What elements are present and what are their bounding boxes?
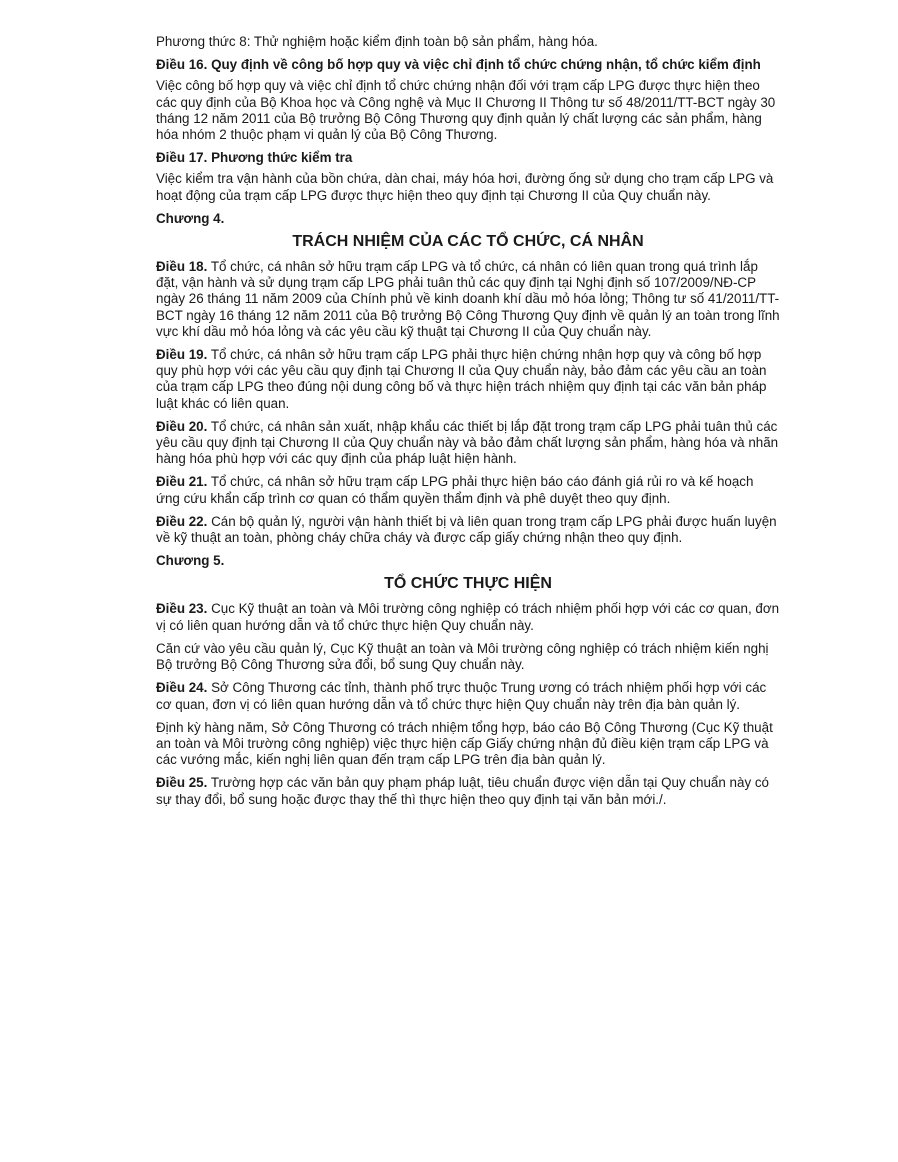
article-21-body: Tổ chức, cá nhân sở hữu trạm cấp LPG phải thực hiện báo cáo đánh giá rủi ro và kế hoạch ứng cứu khẩn cấp trình cơ quan có thẩm quyền thẩm định và phê duyệt theo quy định. bbox=[156, 474, 754, 506]
article-17-heading: Điều 17. Phương thức kiểm tra bbox=[156, 150, 353, 166]
article-17-body: Việc kiểm tra vận hành của bồn chứa, dàn chai, máy hóa hơi, đường ống sử dụng cho trạm cấp LPG và hoạt động của trạm cấp LPG được thực hiện theo quy định tại Chương II của Quy chuẩn này. bbox=[156, 171, 774, 203]
chapter-4-label: Chương 4. bbox=[156, 210, 225, 226]
article-20-body: Tổ chức, cá nhân sản xuất, nhập khẩu các thiết bị lắp đặt trong trạm cấp LPG phải tuân thủ các yêu cầu quy định tại Chương II của Quy chuẩn này và bảo đảm chất lượng sản phẩm, hàng hóa và nhãn hàng hóa phù hợp với các quy định của pháp luật hiện hành. bbox=[156, 418, 779, 467]
article-19-label: Điều 19. bbox=[156, 347, 208, 363]
article-19 bbox=[156, 347, 780, 412]
article-16-heading: Điều 16. Quy định về công bố hợp quy và việc chỉ định tổ chức chứng nhận, tổ chức kiểm định bbox=[156, 57, 761, 73]
article-25-label: Điều 25. bbox=[156, 775, 208, 791]
chapter-4-title: TRÁCH NHIỆM CỦA CÁC TỔ CHỨC, CÁ NHÂN bbox=[292, 233, 644, 251]
article-18 bbox=[156, 259, 780, 340]
article-23-body: Cục Kỹ thuật an toàn và Môi trường công nghiệp có trách nhiệm phối hợp với các cơ quan, đơn vị có liên quan hướng dẫn và tổ chức thực hiện Quy chuẩn này. bbox=[156, 601, 780, 633]
article-24-label: Điều 24. bbox=[156, 680, 208, 696]
article-20-label: Điều 20. bbox=[156, 418, 208, 434]
document-page bbox=[156, 34, 780, 815]
article-19-body: Tổ chức, cá nhân sở hữu trạm cấp LPG phải thực hiện chứng nhận hợp quy và công bố hợp quy phù hợp với các yêu cầu quy định tại Chương II của Quy chuẩn này, bảo đảm các yêu cầu an toàn của trạm cấp LPG theo đúng nội dung công bố và thực hiện trách nhiệm quy định tại các văn bản pháp luật khác có liên quan. bbox=[156, 347, 767, 411]
article-23-label: Điều 23. bbox=[156, 601, 208, 617]
article-25 bbox=[156, 775, 780, 807]
article-18-body: Tổ chức, cá nhân sở hữu trạm cấp LPG và tổ chức, cá nhân có liên quan trong quá trình lắp đặt, vận hành và sử dụng trạm cấp LPG phải tuân thủ các quy định tại Nghị định số 107/2009/NĐ-CP ngày 26 tháng 11 năm 2009 của Chính phủ về kinh doanh khí dầu mỏ hóa lỏng; Thông tư số 41/2011/TT-BCT ngày 16 tháng 12 năm 2011 của Bộ trưởng Bộ Công Thương Quy định về quản lý an toàn trong lĩnh vực khí dầu mỏ hóa lỏng và các yêu cầu kỹ thuật tại Chương II của Quy chuẩn này. bbox=[156, 259, 780, 339]
method-8-paragraph: Phương thức 8: Thử nghiệm hoặc kiểm định toàn bộ sản phẩm, hàng hóa. bbox=[156, 34, 598, 49]
article-16-body: Việc công bố hợp quy và việc chỉ định tổ chức chứng nhận đối với trạm cấp LPG được thực hiện theo các quy định của Bộ Khoa học và Công nghệ và Mục II Chương II Thông tư số 48/2011/TT-BCT ngày 30 tháng 12 năm 2011 của Bộ trưởng Bộ Công Thương quy định quản lý chất lượng các sản phẩm, hàng hóa nhóm 2 thuộc phạm vi quản lý của Bộ Công Thương. bbox=[156, 78, 776, 143]
article-22 bbox=[156, 514, 780, 546]
chapter-5-title: TỔ CHỨC THỰC HIỆN bbox=[384, 575, 552, 593]
article-25-body: Trường hợp các văn bản quy phạm pháp luật, tiêu chuẩn được viện dẫn tại Quy chuẩn này có sự thay đổi, bổ sung hoặc được thay thế thì thực hiện theo quy định tại văn bản mới./. bbox=[156, 775, 770, 807]
article-22-label: Điều 22. bbox=[156, 513, 208, 529]
article-23 bbox=[156, 601, 780, 633]
article-22-body: Cán bộ quản lý, người vận hành thiết bị và liên quan trong trạm cấp LPG phải được huấn luyện về kỹ thuật an toàn, phòng cháy chữa cháy và được cấp giấy chứng nhận theo quy định. bbox=[156, 513, 777, 546]
article-21-label: Điều 21. bbox=[156, 474, 208, 490]
article-21 bbox=[156, 474, 780, 506]
article-20 bbox=[156, 419, 780, 468]
article-23-paragraph-2: Căn cứ vào yêu cầu quản lý, Cục Kỹ thuật an toàn và Môi trường công nghiệp có trách nhiệm kiến nghị Bộ trưởng Bộ Công Thương sửa đổi, bổ sung Quy chuẩn này. bbox=[156, 640, 769, 673]
article-18-label: Điều 18. bbox=[156, 259, 208, 275]
chapter-5-label: Chương 5. bbox=[156, 553, 225, 569]
article-24 bbox=[156, 680, 780, 712]
article-24-paragraph-2: Định kỳ hàng năm, Sở Công Thương có trách nhiệm tổng hợp, báo cáo Bộ Công Thương (Cục Kỹ thuật an toàn và Môi trường công nghiệp) việc thực hiện cấp Giấy chứng nhận đủ điều kiện trạm cấp LPG và các vướng mắc, kiến nghị liên quan đến trạm cấp LPG trên địa bàn quản lý. bbox=[156, 719, 773, 768]
article-24-body: Sở Công Thương các tỉnh, thành phố trực thuộc Trung ương có trách nhiệm phối hợp với các cơ quan, đơn vị có liên quan hướng dẫn và tổ chức thực hiện Quy chuẩn này trên địa bàn quản lý. bbox=[156, 680, 767, 712]
